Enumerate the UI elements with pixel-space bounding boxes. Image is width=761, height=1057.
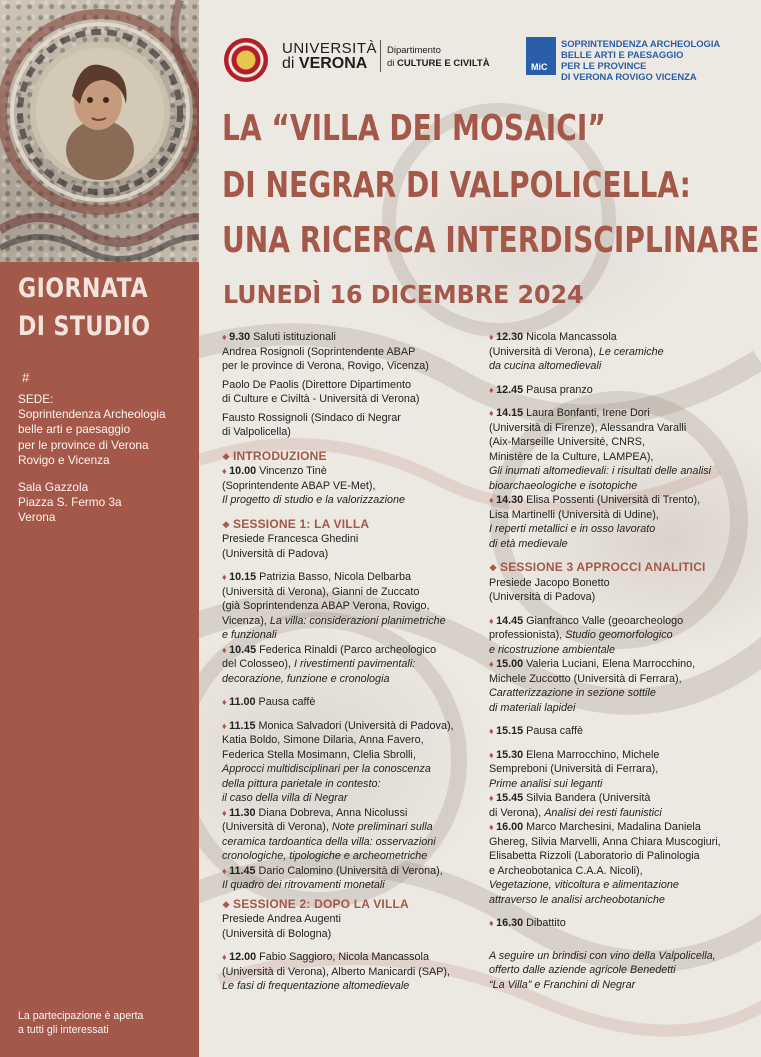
program-entry — [489, 330, 757, 345]
program-line — [222, 762, 482, 777]
venue-line: Rovigo e Vicenza — [18, 452, 110, 467]
spacer — [222, 710, 482, 719]
entry-text: Vegetazione, viticoltura e alimentazione — [489, 879, 679, 891]
diamond-bullet-icon: ♦ — [489, 659, 497, 669]
program-line — [222, 614, 482, 629]
venue-block — [18, 392, 198, 468]
program-line — [222, 425, 482, 440]
participation-line: La partecipazione è aperta — [18, 1010, 144, 1022]
entry-text: Pausa caffè — [523, 725, 583, 737]
diamond-bullet-icon: ♦ — [489, 749, 497, 760]
entry-text: Silvia Bandera (Università — [523, 792, 651, 804]
venue-line: Soprintendenza Archeologia — [18, 407, 166, 422]
program-line — [222, 411, 482, 426]
entry-text: di età medievale — [489, 537, 568, 550]
program-line — [489, 893, 757, 908]
diamond-bullet-icon: ♦ — [489, 332, 497, 342]
entry-text: Pausa caffè — [255, 696, 316, 708]
entry-text: e funzionali — [222, 629, 277, 641]
program-line — [222, 479, 482, 494]
entry-time: 12.00 — [229, 951, 257, 963]
program-line — [489, 701, 757, 716]
entry-text: (Università di Verona), — [222, 821, 332, 833]
entry-text: I reperti metallici e in osso lavorato — [489, 523, 656, 535]
program-entry — [489, 614, 757, 629]
participation-note — [18, 1009, 198, 1037]
program-line — [489, 345, 757, 360]
giornata-line-1: GIORNATA — [18, 273, 149, 304]
entry-text: Marco Marchesini, Madalina Daniela — [523, 821, 701, 833]
program-entry — [489, 916, 757, 931]
entry-time: 11.45 — [229, 864, 256, 877]
entry-time: 14.15 — [496, 407, 524, 419]
entry-text: Patrizia Basso, Nicola Delbarba — [256, 571, 411, 583]
giornata-line-2: DI STUDIO — [18, 311, 151, 342]
entry-time: 15.45 — [496, 792, 524, 804]
entry-text: Vicenza), — [222, 614, 270, 627]
entry-text: Fabio Saggioro, Nicola Mancassola — [256, 951, 429, 963]
diamond-bullet-icon: ♦ — [489, 615, 497, 626]
program-entry — [489, 724, 757, 739]
diamond-bullet-icon: ♦ — [222, 466, 230, 476]
entry-text: e Archeobotanica C.A.A. Nicoli), — [489, 864, 643, 877]
program-line — [489, 849, 757, 864]
department-title: CULTURE E CIVILTÀ — [397, 58, 490, 69]
diamond-bullet-icon: ♦ — [489, 408, 497, 418]
program-line — [222, 791, 482, 806]
entry-text: Vincenzo Tinè — [256, 465, 327, 477]
spacer — [489, 940, 757, 949]
entry-text: Elisabetta Rizzoli (Laboratorio di Palinologia — [489, 850, 700, 862]
spacer — [489, 739, 757, 748]
session-title: SESSIONE 1: LA VILLA — [232, 516, 370, 531]
session-heading — [222, 897, 482, 913]
entry-text: (Università di Verona), Gianni de Zuccato — [222, 585, 420, 598]
entry-text: Nicola Mancassola — [523, 331, 617, 343]
program-line — [222, 820, 482, 835]
program-line — [222, 878, 482, 893]
left-sidebar — [0, 0, 199, 1057]
entry-text: Saluti istituzionali — [250, 331, 336, 343]
entry-text: (Università di Padova) — [489, 591, 596, 603]
entry-text: (Università di Bologna) — [222, 927, 332, 940]
entry-time: 12.45 — [496, 383, 524, 396]
entry-text: ceramica tardoantica della villa: osservazioni — [222, 835, 436, 848]
entry-text: (Aix-Marseille Université, CNRS, — [489, 436, 645, 448]
mosaic-image — [0, 0, 199, 262]
diamond-bullet-icon: ♦ — [489, 495, 497, 505]
entry-text: (Università di Padova) — [222, 547, 329, 560]
session-heading — [489, 560, 757, 576]
entry-text: Sempreboni (Università di Ferrara), — [489, 763, 659, 775]
program-line — [222, 733, 482, 748]
entry-talk-title: Le ceramiche — [598, 345, 664, 358]
entry-talk-title: I rivestimenti pavimentali: — [294, 658, 416, 670]
entry-text: decorazione, funzione e cronologia — [222, 672, 390, 685]
title-line-2: DI NEGRAR DI VALPOLICELLA: — [222, 165, 691, 206]
spacer — [222, 561, 482, 570]
university-city-prefix: di — [282, 55, 295, 72]
entry-text: attraverso le analisi archeobotaniche — [489, 893, 665, 906]
spacer — [489, 397, 757, 406]
entry-text: Caratterizzazione in sezione sottile — [489, 687, 656, 699]
spacer — [489, 605, 757, 614]
entry-text: di Culture e Civiltà - Università di Verona) — [222, 393, 420, 405]
program-line — [489, 864, 757, 879]
address-line: Piazza S. Fermo 3a — [18, 495, 122, 510]
entry-time: 12.30 — [496, 331, 524, 343]
program-column-right — [489, 330, 757, 992]
program-entry — [222, 330, 482, 345]
entry-text: bioarchaeologiche e isotopiche — [489, 479, 638, 492]
diamond-bullet-icon: ♦ — [222, 952, 230, 962]
participation-line: a tutti gli interessati — [18, 1024, 109, 1036]
entry-text: del Colosseo), — [222, 658, 295, 670]
diamond-bullet-icon: ♦ — [222, 807, 230, 818]
entry-text: Monica Salvadori (Università di Padova), — [255, 719, 454, 732]
event-date: LUNEDÌ 16 DICEMBRE 2024 — [223, 280, 584, 309]
spacer — [222, 508, 482, 517]
program-line — [489, 464, 757, 479]
entry-text: Laura Bonfanti, Irene Dori — [523, 407, 650, 419]
title-line-1: LA “VILLA DEI MOSAICI” — [222, 108, 606, 149]
spacer — [222, 440, 482, 449]
entry-text: Lisa Martinelli (Università di Udine), — [489, 508, 659, 521]
address-line: Sala Gazzola — [18, 480, 89, 494]
entry-text: Il progetto di studio e la valorizzazione — [222, 494, 406, 506]
entry-time: 11.00 — [229, 696, 256, 708]
venue-label: SEDE: — [18, 392, 54, 406]
title-line-3: UNA RICERCA INTERDISCIPLINARE — [222, 220, 760, 261]
entry-text: A seguire un brindisi con vino della Valpolicella, — [489, 949, 716, 962]
diamond-bullet-icon: ♦ — [222, 572, 230, 582]
program-line — [489, 421, 757, 436]
entry-text: Elena Marrocchino, Michele — [523, 748, 660, 761]
session-title: SESSIONE 3 APPROCCI ANALITICI — [499, 560, 706, 574]
entry-time: 16.30 — [496, 917, 524, 929]
entry-text: “La Villa” e Franchini di Negrar — [489, 978, 636, 991]
program-line — [222, 979, 482, 994]
program-entry — [222, 719, 482, 734]
program-line — [489, 672, 757, 687]
entry-text: Il quadro dei ritrovamenti monetali — [222, 879, 385, 891]
program-line — [222, 359, 482, 374]
program-entry — [222, 950, 482, 965]
entry-text: Gli inumati altomedievali: i risultati delle analisi — [489, 465, 712, 477]
program-line — [489, 576, 757, 591]
program-line — [489, 686, 757, 701]
soprintendenza-line: PER LE PROVINCE — [561, 60, 647, 71]
session-bullet-icon: ❖ — [222, 899, 233, 910]
diamond-bullet-icon: ♦ — [222, 332, 230, 342]
program-line — [489, 806, 757, 821]
entry-text: Presiede Andrea Augenti — [222, 913, 341, 925]
diamond-bullet-icon: ♦ — [222, 720, 230, 731]
entry-text: Diana Dobreva, Anna Nicolussi — [255, 806, 408, 819]
entry-time: 10.15 — [229, 571, 257, 583]
program-entry — [489, 493, 757, 508]
entry-text: offerto dalle aziende agricole Benedetti — [489, 964, 676, 976]
entry-text: Dario Calomino (Università di Verona), — [255, 864, 443, 877]
session-bullet-icon: ❖ — [489, 563, 500, 573]
department-name — [387, 58, 490, 69]
entry-text: (Università di Firenze), Alessandra Varalli — [489, 421, 687, 434]
program-entry — [489, 748, 757, 763]
diamond-bullet-icon: ♦ — [489, 918, 497, 928]
address-block — [18, 480, 198, 526]
program-line — [222, 748, 482, 763]
program-entry — [222, 864, 482, 879]
session-bullet-icon: ❖ — [222, 451, 233, 462]
entry-talk-title: Studio geomorfologico — [565, 629, 673, 641]
program-entry — [489, 383, 757, 398]
program-line — [222, 835, 482, 850]
spacer — [489, 907, 757, 916]
venue-line: per le province di Verona — [18, 437, 149, 452]
spacer — [222, 941, 482, 950]
entry-text: da cucina altomedievali — [489, 360, 602, 372]
entry-text: per le province di Verona, Rovigo, Vicenza) — [222, 360, 429, 372]
soprintendenza-line: SOPRINTENDENZA ARCHEOLOGIA — [561, 38, 721, 49]
spacer — [489, 551, 757, 560]
diamond-bullet-icon: ♦ — [222, 865, 230, 876]
university-seal-logo — [224, 38, 268, 82]
entry-text: Pausa pranzo — [523, 383, 593, 396]
entry-text: Katia Boldo, Simone Dilaria, Anna Favero, — [222, 734, 424, 746]
venue-line: belle arti e paesaggio — [18, 422, 131, 437]
program-line — [222, 672, 482, 687]
program-line — [489, 359, 757, 374]
program-entry — [222, 570, 482, 585]
program-entry — [222, 695, 482, 710]
program-line — [489, 450, 757, 465]
entry-time: 10.00 — [229, 465, 257, 477]
entry-text: Le fasi di frequentazione altomedievale — [222, 980, 410, 992]
hash-icon: # — [22, 370, 30, 385]
program-line — [222, 547, 482, 562]
program-line — [489, 537, 757, 552]
entry-text: Dibattito — [523, 917, 566, 929]
diamond-bullet-icon: ♦ — [222, 644, 230, 655]
entry-text: Presiede Jacopo Bonetto — [489, 576, 610, 589]
program-line — [489, 963, 757, 978]
program-entry — [489, 791, 757, 806]
entry-time: 16.00 — [496, 821, 524, 833]
program-line — [222, 599, 482, 614]
entry-text: Elisa Possenti (Università di Trento), — [523, 494, 701, 506]
entry-text: il caso della villa di Negrar — [222, 792, 348, 804]
program-line — [222, 927, 482, 942]
program-line — [222, 585, 482, 600]
diamond-bullet-icon: ♦ — [489, 793, 497, 803]
entry-text: Ministère de la Culture, LAMPEA), — [489, 450, 654, 463]
entry-text: cronologiche, tipologiche e archeometriche — [222, 850, 428, 862]
session-heading — [222, 449, 482, 465]
logo-divider — [380, 40, 381, 72]
entry-time: 15.30 — [496, 748, 524, 761]
entry-time: 14.30 — [496, 494, 524, 506]
session-heading — [222, 517, 482, 533]
entry-text: Fausto Rossignoli (Sindaco di Negrar — [222, 411, 401, 424]
university-city — [282, 55, 367, 73]
program-line — [489, 978, 757, 993]
program-entry — [222, 806, 482, 821]
entry-time: 11.30 — [229, 806, 256, 819]
spacer — [489, 715, 757, 724]
entry-text: Ghereg, Silvia Marvelli, Anna Chiara Muscogiuri, — [489, 835, 721, 848]
diamond-bullet-icon: ♦ — [489, 726, 497, 736]
program-line — [489, 590, 757, 605]
diamond-bullet-icon: ♦ — [489, 822, 497, 832]
soprintendenza-line: BELLE ARTI E PAESAGGIO — [561, 49, 684, 60]
entry-time: 9.30 — [229, 331, 251, 343]
entry-text: di materiali lapidei — [489, 701, 576, 714]
program-line — [489, 628, 757, 643]
department-label: Dipartimento — [387, 45, 441, 56]
diamond-bullet-icon: ♦ — [222, 697, 230, 707]
spacer — [489, 931, 757, 940]
entry-time: 10.45 — [229, 643, 257, 656]
program-entry — [489, 820, 757, 835]
entry-text: (già Soprintendenza ABAP Verona, Rovigo, — [222, 600, 430, 612]
entry-time: 15.15 — [496, 725, 524, 737]
address-line: Verona — [18, 510, 56, 525]
program-line — [222, 392, 482, 407]
program-line — [489, 479, 757, 494]
program-line — [489, 777, 757, 792]
entry-text: Paolo De Paolis (Direttore Dipartimento — [222, 378, 412, 391]
program-line — [489, 643, 757, 658]
mosaic-portrait-illustration — [0, 0, 199, 262]
entry-talk-title: Analisi dei resti faunistici — [544, 806, 662, 819]
entry-text: Presiede Francesca Ghedini — [222, 533, 359, 545]
program-line — [489, 522, 757, 537]
entry-talk-title: Note preliminari sulla — [331, 821, 433, 833]
entry-talk-title: La villa: considerazioni planimetriche — [269, 614, 446, 627]
program-line — [222, 657, 482, 672]
program-column-left — [222, 330, 482, 994]
program-line — [222, 965, 482, 980]
session-bullet-icon: ❖ — [222, 519, 233, 530]
program-line — [489, 835, 757, 850]
program-entry — [489, 406, 757, 421]
soprintendenza-line: DI VERONA ROVIGO VICENZA — [561, 71, 697, 82]
session-title: SESSIONE 2: DOPO LA VILLA — [232, 896, 409, 911]
program-line — [489, 949, 757, 964]
university-name: UNIVERSITÀ — [282, 40, 378, 57]
spacer — [222, 686, 482, 695]
university-city-name: VERONA — [298, 55, 368, 72]
program-line — [222, 628, 482, 643]
program-line — [489, 878, 757, 893]
program-line — [222, 345, 482, 360]
entry-text: (Soprintendente ABAP VE-Met), — [222, 479, 376, 492]
program-entry — [222, 643, 482, 658]
entry-text: Michele Zuccotto (Università di Ferrara), — [489, 672, 682, 685]
program-entry — [489, 657, 757, 672]
program-line — [489, 435, 757, 450]
program-line — [222, 532, 482, 547]
entry-text: di Valpolicella) — [222, 426, 291, 438]
diamond-bullet-icon: ♦ — [489, 384, 497, 395]
entry-text: di Verona), — [489, 806, 545, 819]
entry-time: 15.00 — [496, 658, 524, 670]
entry-text: e ricostruzione ambientale — [489, 643, 616, 656]
program-entry — [222, 464, 482, 479]
entry-text: Federica Stella Mosimann, Clelia Sbrolli, — [222, 748, 416, 761]
program-line — [489, 508, 757, 523]
program-line — [489, 762, 757, 777]
program-line — [222, 493, 482, 508]
entry-text: Andrea Rosignoli (Soprintendente ABAP — [222, 345, 416, 358]
entry-text: Approcci multidisciplinari per la conoscenza — [222, 763, 431, 775]
program-line — [222, 849, 482, 864]
entry-time: 14.45 — [496, 614, 524, 627]
mic-logo-text: MiC — [531, 62, 548, 72]
entry-text: professionista), — [489, 629, 566, 641]
entry-text: della pittura parietale in contesto: — [222, 777, 381, 790]
entry-text: Gianfranco Valle (geoarcheologo — [523, 614, 684, 627]
program-line — [222, 912, 482, 927]
entry-text: Valeria Luciani, Elena Marrocchino, — [523, 658, 696, 670]
entry-text: Federica Rinaldi (Parco archeologico — [256, 643, 437, 656]
entry-text: (Università di Verona), — [489, 345, 599, 358]
spacer — [489, 374, 757, 383]
department-prefix: di — [387, 58, 395, 69]
entry-text: (Università di Verona), Alberto Manicardi (SAP), — [222, 965, 451, 978]
session-title: INTRODUZIONE — [232, 448, 327, 463]
entry-time: 11.15 — [229, 719, 256, 732]
entry-text: Prime analisi sui leganti — [489, 777, 603, 790]
program-line — [222, 777, 482, 792]
program-line — [222, 378, 482, 393]
